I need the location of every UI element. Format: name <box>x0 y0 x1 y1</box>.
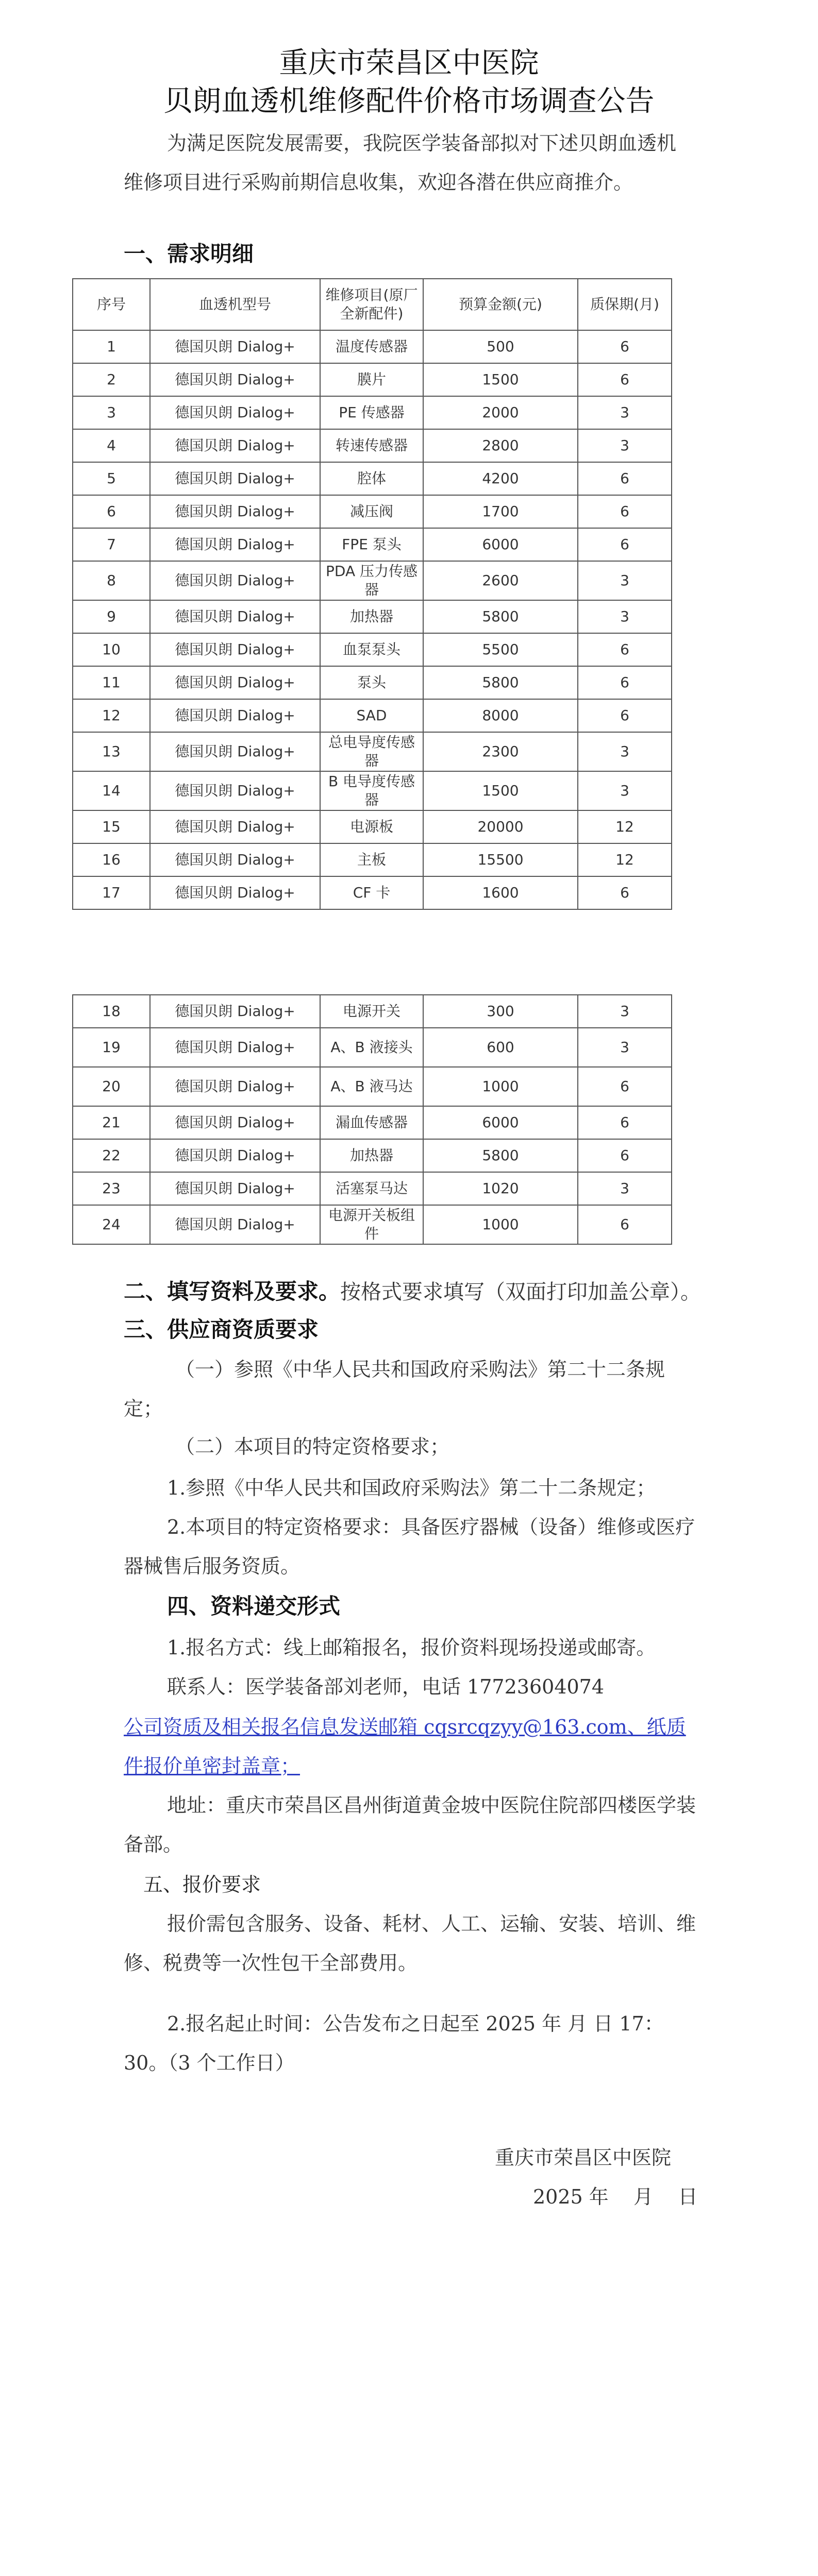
header-index: 序号 <box>73 279 150 330</box>
quote-requirement-p1: 报价需包含服务、设备、耗材、人工、运输、安装、培训、维修、税费等一次性包干全部费用。 <box>124 1912 696 1974</box>
qualification-p3: 1.参照《中华人民共和国政府采购法》第二十二条规定； <box>167 1477 656 1499</box>
table-cell: FPE 泵头 <box>320 528 423 561</box>
table-cell: 11 <box>73 666 150 699</box>
table-cell: 600 <box>423 1028 578 1067</box>
table-cell: 漏血传感器 <box>320 1106 423 1139</box>
table-row <box>73 876 672 909</box>
table-cell: PDA 压力传感器 <box>320 561 423 600</box>
table-cell: 电源开关板组件 <box>320 1205 423 1244</box>
table-cell: 德国贝朗 Dialog+ <box>150 1172 320 1205</box>
header-item: 维修项目(原厂全新配件) <box>320 279 423 330</box>
table-cell: 电源板 <box>320 810 423 843</box>
table-row <box>73 771 672 810</box>
table-cell: 德国贝朗 Dialog+ <box>150 1139 320 1172</box>
table-cell: 血泵泵头 <box>320 633 423 666</box>
header-model: 血透机型号 <box>150 279 320 330</box>
table-cell: 23 <box>73 1172 150 1205</box>
table-cell: 6 <box>578 528 672 561</box>
table-cell: 4 <box>73 429 150 462</box>
table-cell: 3 <box>578 1028 672 1067</box>
table-cell: 6 <box>578 1205 672 1244</box>
section-heading-qualification: 三、供应商资质要求 <box>124 1317 319 1342</box>
table-cell: 5500 <box>423 633 578 666</box>
qualification-p1: （一）参照《中华人民共和国政府采购法》第二十二条规定； <box>124 1358 665 1420</box>
table-cell: 5 <box>73 462 150 495</box>
page-subtitle: 贝朗血透机维修配件价格市场调查公告 <box>163 84 655 118</box>
section-fill-text: 按格式要求填写（双面打印加盖公章）。 <box>340 1280 702 1304</box>
table-cell: 德国贝朗 Dialog+ <box>150 495 320 528</box>
table-row <box>73 495 672 528</box>
table-row <box>73 429 672 462</box>
table-cell: 1500 <box>423 771 578 810</box>
table-cell: 转速传感器 <box>320 429 423 462</box>
table-cell: 500 <box>423 330 578 363</box>
table-cell: 德国贝朗 Dialog+ <box>150 429 320 462</box>
table-cell: 德国贝朗 Dialog+ <box>150 810 320 843</box>
table-cell: 德国贝朗 Dialog+ <box>150 633 320 666</box>
section-fill-requirements <box>124 1273 701 1312</box>
table-row <box>73 1067 672 1106</box>
table-row <box>73 330 672 363</box>
table-cell: 3 <box>578 732 672 771</box>
table-cell: 6 <box>578 495 672 528</box>
signature-org: 重庆市荣昌区中医院 <box>495 2146 672 2169</box>
table-cell: 9 <box>73 600 150 633</box>
signature-date <box>533 2177 697 2216</box>
table-cell: 2 <box>73 363 150 396</box>
table-cell: 3 <box>578 995 672 1028</box>
table-cell: 3 <box>578 561 672 600</box>
table-cell: 6 <box>578 1139 672 1172</box>
table-cell: 3 <box>578 429 672 462</box>
signature-year: 2025 年 <box>533 2185 609 2208</box>
table-cell: 18 <box>73 995 150 1028</box>
table-cell: 1020 <box>423 1172 578 1205</box>
header-warranty: 质保期(月) <box>578 279 672 330</box>
table-cell: 21 <box>73 1106 150 1139</box>
table-cell: 2000 <box>423 396 578 429</box>
table-row <box>73 699 672 732</box>
submission-email-link[interactable]: 公司资质及相关报名信息发送邮箱 cqsrcqzyy@163.com、纸质件报价单密封盖章； <box>124 1716 686 1777</box>
table-row <box>73 732 672 771</box>
table-row <box>73 995 672 1028</box>
table-row <box>73 633 672 666</box>
table-cell: 15500 <box>423 843 578 876</box>
header-budget: 预算金额(元) <box>423 279 578 330</box>
table-cell: 膜片 <box>320 363 423 396</box>
table-cell: 德国贝朗 Dialog+ <box>150 771 320 810</box>
table-cell: 总电导度传感器 <box>320 732 423 771</box>
table-row <box>73 396 672 429</box>
table-cell: 24 <box>73 1205 150 1244</box>
table-cell: 1 <box>73 330 150 363</box>
table-cell: 6 <box>578 462 672 495</box>
table-cell: 3 <box>73 396 150 429</box>
table-cell: 6 <box>578 699 672 732</box>
table-cell: 12 <box>578 810 672 843</box>
table-cell: 德国贝朗 Dialog+ <box>150 363 320 396</box>
table-cell: 德国贝朗 Dialog+ <box>150 1028 320 1067</box>
table-row <box>73 666 672 699</box>
table-cell: 6 <box>578 330 672 363</box>
section-heading-fill: 二、填写资料及要求。 <box>124 1279 341 1304</box>
submission-p1: 1.报名方式：线上邮箱报名，报价资料现场投递或邮寄。 <box>167 1636 656 1659</box>
table-cell: 3 <box>578 600 672 633</box>
table-cell: 德国贝朗 Dialog+ <box>150 561 320 600</box>
table-cell: 16 <box>73 843 150 876</box>
registration-period: 2.报名起止时间：公告发布之日起至 2025 年 月 日 17：30。（3 个工作日） <box>124 2012 664 2074</box>
page-title: 重庆市荣昌区中医院 <box>279 46 539 80</box>
table-cell: 20000 <box>423 810 578 843</box>
table-cell: 6 <box>578 1106 672 1139</box>
table-cell: 3 <box>578 1172 672 1205</box>
table-cell: 德国贝朗 Dialog+ <box>150 330 320 363</box>
section-heading-submission: 四、资料递交形式 <box>167 1594 341 1619</box>
table-cell: 14 <box>73 771 150 810</box>
table-cell: 电源开关 <box>320 995 423 1028</box>
table-cell: 15 <box>73 810 150 843</box>
table-header-row <box>73 279 672 330</box>
table-cell: 德国贝朗 Dialog+ <box>150 1106 320 1139</box>
table-cell: 300 <box>423 995 578 1028</box>
table-cell: 2600 <box>423 561 578 600</box>
table-cell: 2800 <box>423 429 578 462</box>
table-cell: 德国贝朗 Dialog+ <box>150 699 320 732</box>
table-row <box>73 1106 672 1139</box>
table-cell: 3 <box>578 771 672 810</box>
table-cell: 7 <box>73 528 150 561</box>
section-heading-quote: 五、报价要求 <box>143 1873 261 1896</box>
table-cell: 12 <box>578 843 672 876</box>
table-row <box>73 843 672 876</box>
table-cell: 6 <box>578 876 672 909</box>
table-row <box>73 1028 672 1067</box>
table-cell: 5800 <box>423 600 578 633</box>
table-cell: 减压阀 <box>320 495 423 528</box>
table-cell: 12 <box>73 699 150 732</box>
table-cell: SAD <box>320 699 423 732</box>
table-cell: 腔体 <box>320 462 423 495</box>
table-cell: 5800 <box>423 1139 578 1172</box>
table-cell: 德国贝朗 Dialog+ <box>150 1067 320 1106</box>
table-cell: 22 <box>73 1139 150 1172</box>
table-cell: 5800 <box>423 666 578 699</box>
table-cell: 10 <box>73 633 150 666</box>
table-cell: 泵头 <box>320 666 423 699</box>
table-cell: 德国贝朗 Dialog+ <box>150 462 320 495</box>
table-cell: 20 <box>73 1067 150 1106</box>
table-cell: 德国贝朗 Dialog+ <box>150 1205 320 1244</box>
submission-contact: 联系人：医学装备部刘老师，电话 17723604074 <box>167 1675 605 1698</box>
table-cell: 温度传感器 <box>320 330 423 363</box>
table-cell: 2300 <box>423 732 578 771</box>
table-row <box>73 528 672 561</box>
table-cell: 德国贝朗 Dialog+ <box>150 732 320 771</box>
table-row <box>73 1172 672 1205</box>
table-cell: 德国贝朗 Dialog+ <box>150 528 320 561</box>
table-cell: 6 <box>578 363 672 396</box>
table-row <box>73 1139 672 1172</box>
table-row <box>73 363 672 396</box>
table-cell: 3 <box>578 396 672 429</box>
table-cell: 19 <box>73 1028 150 1067</box>
table-cell: 6 <box>578 1067 672 1106</box>
table-cell: 6 <box>578 666 672 699</box>
requirements-table-part1 <box>72 278 672 910</box>
table-row <box>73 810 672 843</box>
section-heading-requirements: 一、需求明细 <box>124 241 254 266</box>
table-cell: 活塞泵马达 <box>320 1172 423 1205</box>
intro-paragraph: 为满足医院发展需要，我院医学装备部拟对下述贝朗血透机维修项目进行采购前期信息收集，欢迎各潜在供应商推介。 <box>124 132 677 194</box>
submission-address: 地址：重庆市荣昌区昌州街道黄金坡中医院住院部四楼医学装备部。 <box>124 1794 696 1856</box>
table-cell: 1600 <box>423 876 578 909</box>
signature-day: 日 <box>678 2185 698 2208</box>
table-cell: 德国贝朗 Dialog+ <box>150 843 320 876</box>
table-cell: 6 <box>73 495 150 528</box>
table-row <box>73 462 672 495</box>
table-cell: 1000 <box>423 1067 578 1106</box>
table-row <box>73 600 672 633</box>
table-cell: 13 <box>73 732 150 771</box>
table-cell: A、B 液马达 <box>320 1067 423 1106</box>
table-cell: 6 <box>578 633 672 666</box>
signature-month: 月 <box>633 2185 654 2208</box>
table-cell: 6000 <box>423 1106 578 1139</box>
table-cell: 4200 <box>423 462 578 495</box>
table-cell: 德国贝朗 Dialog+ <box>150 396 320 429</box>
table-cell: 主板 <box>320 843 423 876</box>
table-cell: 6000 <box>423 528 578 561</box>
table-cell: 17 <box>73 876 150 909</box>
table-cell: 8000 <box>423 699 578 732</box>
table-cell: CF 卡 <box>320 876 423 909</box>
table-cell: B 电导度传感器 <box>320 771 423 810</box>
table-cell: 1500 <box>423 363 578 396</box>
table-row <box>73 561 672 600</box>
table-cell: PE 传感器 <box>320 396 423 429</box>
table-cell: 德国贝朗 Dialog+ <box>150 995 320 1028</box>
requirements-table-part2 <box>72 994 672 1245</box>
table-cell: 德国贝朗 Dialog+ <box>150 666 320 699</box>
table-cell: 德国贝朗 Dialog+ <box>150 600 320 633</box>
table-cell: 1700 <box>423 495 578 528</box>
qualification-p4: 2.本项目的特定资格要求：具备医疗器械（设备）维修或医疗器械售后服务资质。 <box>124 1516 695 1578</box>
table-cell: 加热器 <box>320 1139 423 1172</box>
table-cell: A、B 液接头 <box>320 1028 423 1067</box>
table-cell: 8 <box>73 561 150 600</box>
table-cell: 德国贝朗 Dialog+ <box>150 876 320 909</box>
qualification-p2: （二）本项目的特定资格要求； <box>175 1435 450 1458</box>
table-cell: 1000 <box>423 1205 578 1244</box>
table-row <box>73 1205 672 1244</box>
table-cell: 加热器 <box>320 600 423 633</box>
